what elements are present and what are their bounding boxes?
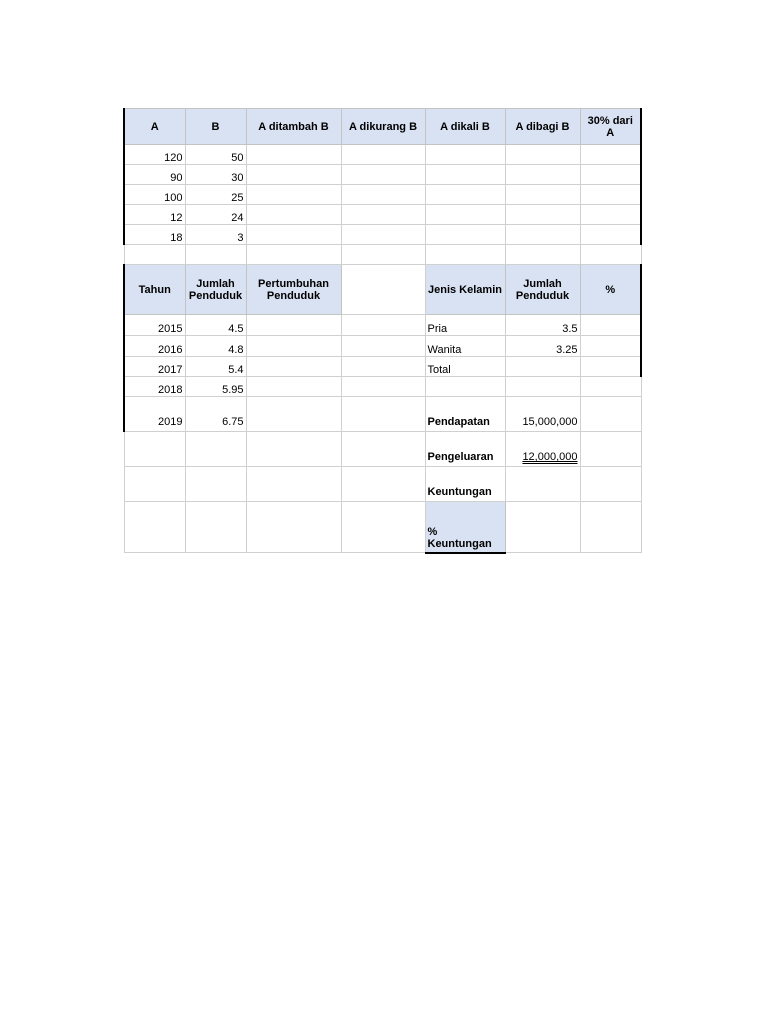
- cell-empty[interactable]: [580, 467, 641, 502]
- cell-empty[interactable]: [246, 377, 341, 397]
- cell-empty[interactable]: [580, 432, 641, 467]
- cell-a[interactable]: 120: [124, 145, 185, 165]
- cell-empty[interactable]: [425, 225, 505, 245]
- table-row: [124, 205, 641, 225]
- cell-empty[interactable]: [580, 377, 641, 397]
- cell-empty[interactable]: [185, 245, 246, 265]
- table1-header-row: [124, 109, 641, 145]
- cell-empty[interactable]: [185, 467, 246, 502]
- cell-tahun[interactable]: 2015: [124, 315, 185, 336]
- cell-empty[interactable]: [341, 185, 425, 205]
- cell-empty[interactable]: [580, 165, 641, 185]
- cell-empty[interactable]: [246, 502, 341, 553]
- table-row: [124, 315, 641, 336]
- cell-empty[interactable]: [246, 185, 341, 205]
- cell-header-a-times-b[interactable]: A dikali B: [425, 109, 505, 145]
- pengeluaran-value-text: 12,000,000: [522, 451, 578, 463]
- cell-empty[interactable]: [246, 245, 341, 265]
- cell-jumlah-gender[interactable]: [505, 357, 580, 377]
- cell-empty[interactable]: [580, 225, 641, 245]
- cell-empty[interactable]: [246, 145, 341, 165]
- table-row: [124, 225, 641, 245]
- cell-empty[interactable]: [341, 397, 425, 432]
- cell-empty[interactable]: [246, 225, 341, 245]
- spreadsheet-grid: [123, 108, 642, 554]
- cell-tahun[interactable]: 2016: [124, 336, 185, 357]
- cell-a[interactable]: 18: [124, 225, 185, 245]
- cell-empty[interactable]: [341, 225, 425, 245]
- cell-empty[interactable]: [505, 145, 580, 165]
- cell-empty[interactable]: [580, 205, 641, 225]
- cell-jumlah-penduduk[interactable]: 4.8: [185, 336, 246, 357]
- cell-empty[interactable]: [505, 225, 580, 245]
- cell-empty[interactable]: [505, 165, 580, 185]
- table-row: [124, 432, 641, 467]
- cell-empty[interactable]: [505, 502, 580, 553]
- cell-empty[interactable]: [505, 205, 580, 225]
- cell-jumlah-penduduk[interactable]: 5.4: [185, 357, 246, 377]
- table-row: [124, 502, 641, 553]
- cell-empty[interactable]: [580, 357, 641, 377]
- cell-jenis-kelamin[interactable]: Pria: [425, 315, 505, 336]
- table-row: [124, 377, 641, 397]
- cell-empty[interactable]: [246, 205, 341, 225]
- cell-empty[interactable]: [124, 467, 185, 502]
- cell-empty[interactable]: [246, 467, 341, 502]
- cell-b[interactable]: 50: [185, 145, 246, 165]
- cell-empty[interactable]: [124, 432, 185, 467]
- cell-empty[interactable]: [341, 502, 425, 553]
- cell-empty[interactable]: [580, 397, 641, 432]
- cell-header-jumlah-penduduk-gender[interactable]: Jumlah Penduduk: [505, 265, 580, 315]
- cell-empty[interactable]: [341, 467, 425, 502]
- cell-empty[interactable]: [341, 145, 425, 165]
- cell-header-a-minus-b[interactable]: A dikurang B: [341, 109, 425, 145]
- cell-empty[interactable]: [580, 315, 641, 336]
- cell-tahun[interactable]: 2018: [124, 377, 185, 397]
- cell-empty[interactable]: [580, 185, 641, 205]
- cell-jumlah-gender[interactable]: 3.25: [505, 336, 580, 357]
- empty-row: [124, 245, 641, 265]
- cell-header-tahun[interactable]: Tahun: [124, 265, 185, 315]
- cell-empty[interactable]: [341, 205, 425, 225]
- cell-jumlah-penduduk[interactable]: 6.75: [185, 397, 246, 432]
- cell-keuntungan-label[interactable]: Keuntungan: [425, 467, 505, 502]
- table-row: [124, 165, 641, 185]
- cell-empty[interactable]: [341, 432, 425, 467]
- cell-pendapatan-label[interactable]: Pendapatan: [425, 397, 505, 432]
- cell-empty[interactable]: [425, 165, 505, 185]
- cell-a[interactable]: 90: [124, 165, 185, 185]
- cell-header-a-div-b[interactable]: A dibagi B: [505, 109, 580, 145]
- cell-header-jenis-kelamin[interactable]: Jenis Kelamin: [425, 265, 505, 315]
- cell-empty[interactable]: [124, 245, 185, 265]
- table-row: [124, 357, 641, 377]
- cell-empty[interactable]: [124, 502, 185, 553]
- cell-pendapatan-value[interactable]: 15,000,000: [505, 397, 580, 432]
- cell-a[interactable]: 100: [124, 185, 185, 205]
- cell-empty[interactable]: [505, 185, 580, 205]
- cell-empty[interactable]: [341, 165, 425, 185]
- cell-b[interactable]: 24: [185, 205, 246, 225]
- cell-header-a-plus-b[interactable]: A ditambah B: [246, 109, 341, 145]
- cell-empty[interactable]: [341, 265, 425, 315]
- cell-header-jumlah-penduduk[interactable]: Jumlah Penduduk: [185, 265, 246, 315]
- cell-header-30pct-a[interactable]: 30% dari A: [580, 109, 641, 145]
- cell-empty[interactable]: [580, 145, 641, 165]
- cell-empty[interactable]: [185, 502, 246, 553]
- table-row: [124, 185, 641, 205]
- cell-jenis-kelamin[interactable]: Wanita: [425, 336, 505, 357]
- cell-header-percent[interactable]: %: [580, 265, 641, 315]
- cell-jumlah-penduduk[interactable]: 5.95: [185, 377, 246, 397]
- cell-tahun[interactable]: 2017: [124, 357, 185, 377]
- cell-empty[interactable]: [246, 432, 341, 467]
- cell-empty[interactable]: [341, 357, 425, 377]
- cell-b[interactable]: 25: [185, 185, 246, 205]
- cell-empty[interactable]: [341, 377, 425, 397]
- table-row: [124, 145, 641, 165]
- cell-empty[interactable]: [425, 185, 505, 205]
- cell-empty[interactable]: [246, 315, 341, 336]
- cell-b[interactable]: 30: [185, 165, 246, 185]
- cell-header-b[interactable]: B: [185, 109, 246, 145]
- cell-empty[interactable]: [341, 245, 425, 265]
- table-row: [124, 336, 641, 357]
- cell-pengeluaran-label[interactable]: Pengeluaran: [425, 432, 505, 467]
- cell-empty[interactable]: [341, 336, 425, 357]
- cell-jumlah-penduduk[interactable]: 4.5: [185, 315, 246, 336]
- cell-b[interactable]: 3: [185, 225, 246, 245]
- cell-jenis-kelamin[interactable]: Total: [425, 357, 505, 377]
- cell-empty[interactable]: [505, 377, 580, 397]
- cell-empty[interactable]: [580, 502, 641, 553]
- cell-empty[interactable]: [425, 245, 505, 265]
- cell-empty[interactable]: [341, 315, 425, 336]
- cell-empty[interactable]: [505, 467, 580, 502]
- cell-empty[interactable]: [246, 397, 341, 432]
- cell-empty[interactable]: [246, 336, 341, 357]
- cell-persen-keuntungan-label[interactable]: % Keuntungan: [425, 502, 505, 553]
- cell-empty[interactable]: [246, 357, 341, 377]
- cell-jumlah-gender[interactable]: 3.5: [505, 315, 580, 336]
- cell-empty[interactable]: [425, 145, 505, 165]
- cell-empty[interactable]: [246, 165, 341, 185]
- table2-table3-header-row: [124, 265, 641, 315]
- cell-pengeluaran-value[interactable]: [505, 432, 580, 467]
- cell-empty[interactable]: [425, 377, 505, 397]
- cell-empty[interactable]: [505, 245, 580, 265]
- cell-a[interactable]: 12: [124, 205, 185, 225]
- cell-empty[interactable]: [580, 336, 641, 357]
- cell-tahun[interactable]: 2019: [124, 397, 185, 432]
- cell-header-a[interactable]: A: [124, 109, 185, 145]
- table-row: [124, 467, 641, 502]
- cell-empty[interactable]: [425, 205, 505, 225]
- cell-header-pertumbuhan-penduduk[interactable]: Pertumbuhan Penduduk: [246, 265, 341, 315]
- table-row: [124, 397, 641, 432]
- cell-empty[interactable]: [580, 245, 641, 265]
- cell-empty[interactable]: [185, 432, 246, 467]
